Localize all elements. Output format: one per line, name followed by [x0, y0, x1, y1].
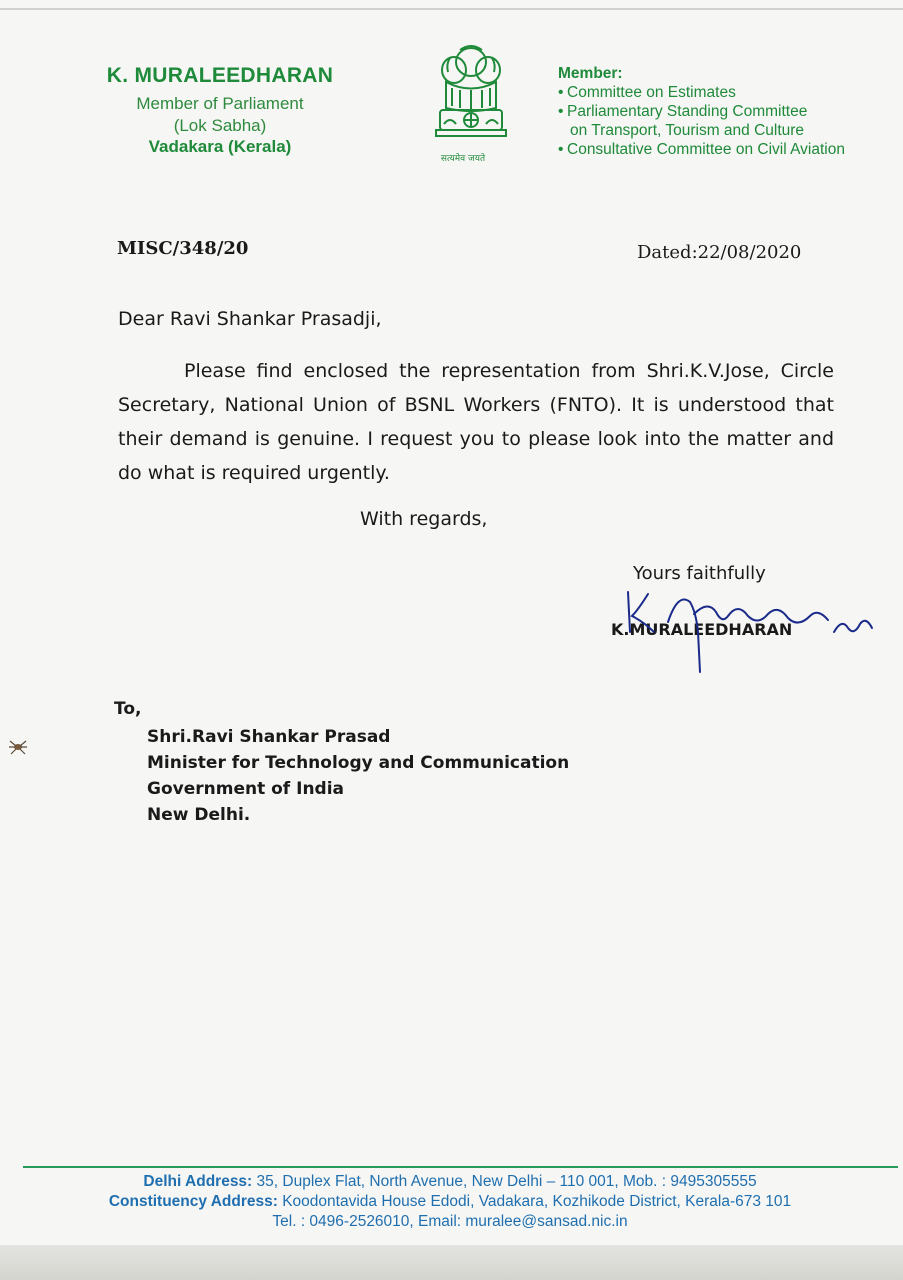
letterhead-left: [70, 64, 370, 157]
scan-edge-bottom: [0, 1245, 903, 1280]
mp-constituency: Vadakara (Kerala): [148, 137, 292, 156]
letter-body-text: Please find enclosed the representation from Shri.K.V.Jose, Circle Secretary, National Union of BSNL Workers (FNTO). It is understood that their demand is genuine. I request you to please look into the matter and do what is required urgently.: [118, 360, 834, 484]
footer: [20, 1172, 880, 1232]
committee-item: on Transport, Tourism and Culture: [570, 122, 805, 139]
recipient-line: New Delhi.: [147, 805, 251, 825]
delhi-address: Delhi Address: 35, Duplex Flat, North Avenue, New Delhi – 110 001, Mob. : 9495305555: [143, 1173, 757, 1190]
recipient-line: Government of India: [147, 779, 345, 799]
closing: With regards,: [360, 508, 488, 530]
letterhead-right: [558, 64, 845, 159]
letter-body: [118, 354, 834, 490]
reference-number: MISC/348/20: [117, 238, 249, 259]
recipient-line: Shri.Ravi Shankar Prasad: [147, 727, 391, 747]
committee-item: • Consultative Committee on Civil Aviation: [558, 141, 845, 158]
member-title: Member:: [558, 65, 623, 82]
letter-date: Dated:22/08/2020: [637, 242, 802, 263]
constituency-address: Constituency Address: Koodontavida House Edodi, Vadakara, Kozhikode District, Kerala-673 101: [108, 1193, 792, 1210]
contact-line: Tel. : 0496-2526010, Email: muralee@sansad.nic.in: [272, 1213, 628, 1230]
recipient-address: [147, 724, 569, 828]
signatory-name: K.MURALEEDHARAN: [611, 620, 793, 639]
recipient-to: To,: [114, 699, 142, 719]
salutation: Dear Ravi Shankar Prasadji,: [118, 308, 382, 330]
mp-role: Member of Parliament: [136, 94, 304, 113]
mp-house: (Lok Sabha): [173, 116, 267, 135]
footer-divider: [23, 1166, 898, 1168]
scan-edge-top: [0, 8, 903, 10]
recipient-line: Minister for Technology and Communication: [147, 753, 570, 773]
committee-item: • Parliamentary Standing Committee: [558, 103, 808, 120]
paper-speck-icon: [6, 735, 30, 759]
handwritten-signature: [598, 572, 888, 682]
emblem-motto: सत्यमेव जयते: [440, 154, 486, 164]
yours-faithfully: Yours faithfully: [633, 563, 766, 584]
mp-name: K. MURALEEDHARAN: [106, 64, 334, 87]
committee-item: • Committee on Estimates: [558, 84, 736, 101]
